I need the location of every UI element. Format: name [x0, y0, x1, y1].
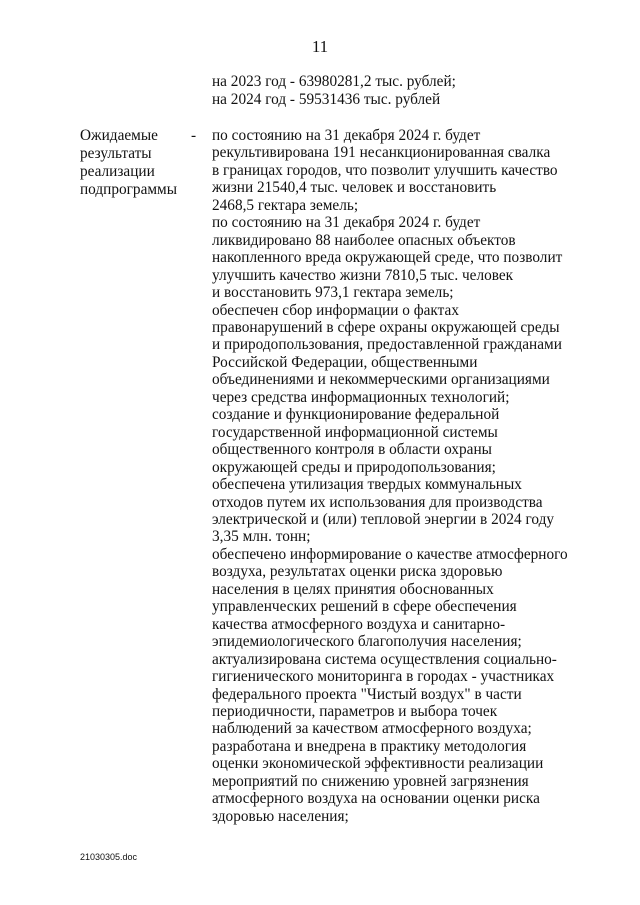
text-line: воздуха, результатах оценки риска здоровью: [212, 563, 503, 581]
text-line: наблюдений за качеством атмосферного воздуха;: [212, 720, 532, 738]
section-label-line: Ожидаемые: [80, 127, 158, 144]
funding-line-2023: на 2023 год - 63980281,2 тыс. рублей;: [212, 73, 456, 90]
section-label-line: результаты: [80, 145, 152, 162]
text-line: общественного контроля в области охраны: [212, 441, 492, 459]
text-line: качества атмосферного воздуха и санитарно-: [212, 615, 506, 633]
text-line: периодичности, параметров и выбора точек: [212, 702, 498, 720]
text-line: правонарушений в сфере охраны окружающей среды: [212, 318, 560, 336]
text-line: государственной информационной системы: [212, 423, 498, 441]
text-line: улучшить качество жизни 7810,5 тыс. человек: [212, 266, 514, 284]
text-line: федерального проекта "Чистый воздух" в части: [212, 685, 522, 703]
section-label-line: реализации: [80, 163, 155, 180]
text-line: 2468,5 гектара земель;: [212, 196, 359, 214]
text-line: обеспечено информирование о качестве атмосферного: [212, 545, 568, 563]
text-line: и восстановить 973,1 гектара земель;: [212, 284, 454, 302]
text-line: оценки экономической эффективности реализации: [212, 755, 544, 773]
text-line: накопленного вреда окружающей среде, что позволит: [212, 249, 563, 267]
text-line: обеспечен сбор информации о фактах: [212, 301, 459, 319]
text-line: создание и функционирование федеральной: [212, 406, 500, 424]
text-line: атмосферного воздуха на основании оценки риска: [212, 790, 540, 808]
text-line: гигиенического мониторинга в городах - участниках: [212, 668, 555, 686]
text-line: и природопользования, предоставленной гражданами: [212, 336, 562, 354]
expected-results-text: [212, 127, 622, 825]
text-line: разработана и внедрена в практику методология: [212, 737, 527, 755]
text-line: объединениями и некоммерческими организациями: [212, 371, 550, 389]
text-line: здоровью населения;: [212, 807, 349, 825]
funding-lines: [212, 73, 612, 109]
text-line: отходов путем их использования для производства: [212, 493, 543, 511]
text-line: по состоянию на 31 декабря 2024 г. будет: [212, 214, 481, 232]
text-line: управленческих решений в сфере обеспечения: [212, 598, 517, 616]
page-number: 11: [311, 37, 329, 56]
section-label: [80, 127, 200, 199]
text-line: по состоянию на 31 декабря 2024 г. будет: [212, 127, 481, 144]
text-line: эпидемиологического благополучия населения;: [212, 633, 522, 651]
text-line: 3,35 млн. тонн;: [212, 528, 311, 546]
text-line: через средства информационных технологий;: [212, 388, 510, 406]
text-line: обеспечена утилизация твердых коммунальных: [212, 476, 522, 494]
text-line: Российской Федерации, общественными: [212, 353, 478, 371]
text-line: жизни 21540,4 тыс. человек и восстановить: [212, 179, 497, 197]
text-line: рекультивирована 191 несанкционированная свалка: [212, 144, 551, 162]
text-line: в границах городов, что позволит улучшить качество: [212, 161, 558, 179]
text-line: населения в целях принятия обоснованных: [212, 580, 494, 598]
text-line: окружающей среды и природопользования;: [212, 458, 496, 476]
text-line: электрической и (или) тепловой энергии в 2024 году: [212, 510, 555, 528]
section-label-line: подпрограммы: [80, 181, 178, 198]
label-dash: -: [191, 127, 197, 144]
funding-line-2024: на 2024 год - 59531436 тыс. рублей: [212, 91, 441, 108]
text-line: мероприятий по снижению уровней загрязнения: [212, 772, 529, 790]
text-line: ликвидировано 88 наиболее опасных объектов: [212, 231, 516, 249]
text-line: актуализирована система осуществления социально-: [212, 650, 557, 668]
file-footer: 21030305.doc: [80, 852, 138, 862]
